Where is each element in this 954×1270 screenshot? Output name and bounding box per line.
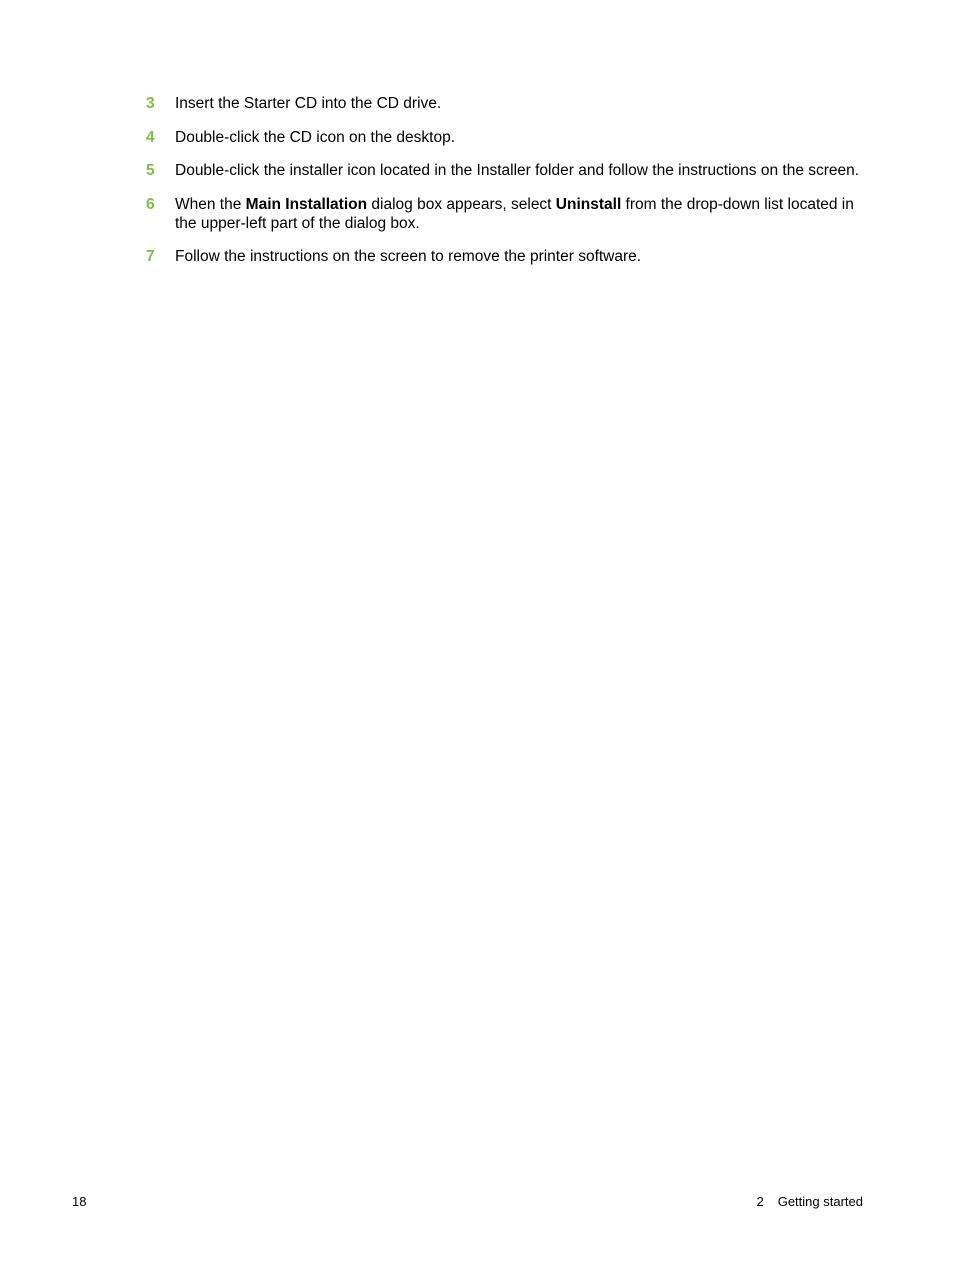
step-text bbox=[175, 129, 455, 146]
step-text bbox=[175, 196, 854, 232]
step-number: 7 bbox=[146, 248, 155, 265]
step-text-segment: Double-click the installer icon located in the Installer folder and follow the instructions on the screen. bbox=[175, 162, 860, 179]
step-number: 5 bbox=[146, 162, 155, 179]
step-item bbox=[146, 94, 876, 113]
chapter-footer bbox=[756, 1194, 863, 1210]
step-item bbox=[146, 128, 876, 147]
step-text-segment: Insert the Starter CD into the CD drive. bbox=[175, 95, 442, 112]
step-item bbox=[146, 247, 876, 266]
step-item bbox=[146, 195, 876, 233]
step-text-segment: dialog box appears, select bbox=[367, 195, 556, 213]
step-text-segment: When the bbox=[175, 195, 246, 213]
step-number: 6 bbox=[146, 195, 155, 213]
page-number: 18 bbox=[72, 1194, 87, 1209]
step-text bbox=[175, 162, 859, 179]
dialog-name-emphasis: Main Installation bbox=[245, 195, 368, 213]
step-text-segment: from the drop-down list located in the upper-left part of the dialog box. bbox=[175, 195, 854, 232]
step-text-segment: Double-click the CD icon on the desktop. bbox=[175, 128, 456, 146]
option-name-emphasis: Uninstall bbox=[555, 195, 622, 213]
chapter-number: 2 bbox=[756, 1194, 764, 1209]
instruction-steps-list bbox=[146, 94, 876, 281]
step-text bbox=[175, 95, 441, 112]
step-number: 4 bbox=[146, 128, 155, 146]
step-item bbox=[146, 161, 876, 180]
step-text bbox=[175, 248, 641, 265]
chapter-title: Getting started bbox=[777, 1194, 863, 1209]
step-text-segment: Follow the instructions on the screen to remove the printer software. bbox=[175, 248, 642, 265]
step-number: 3 bbox=[146, 95, 155, 112]
